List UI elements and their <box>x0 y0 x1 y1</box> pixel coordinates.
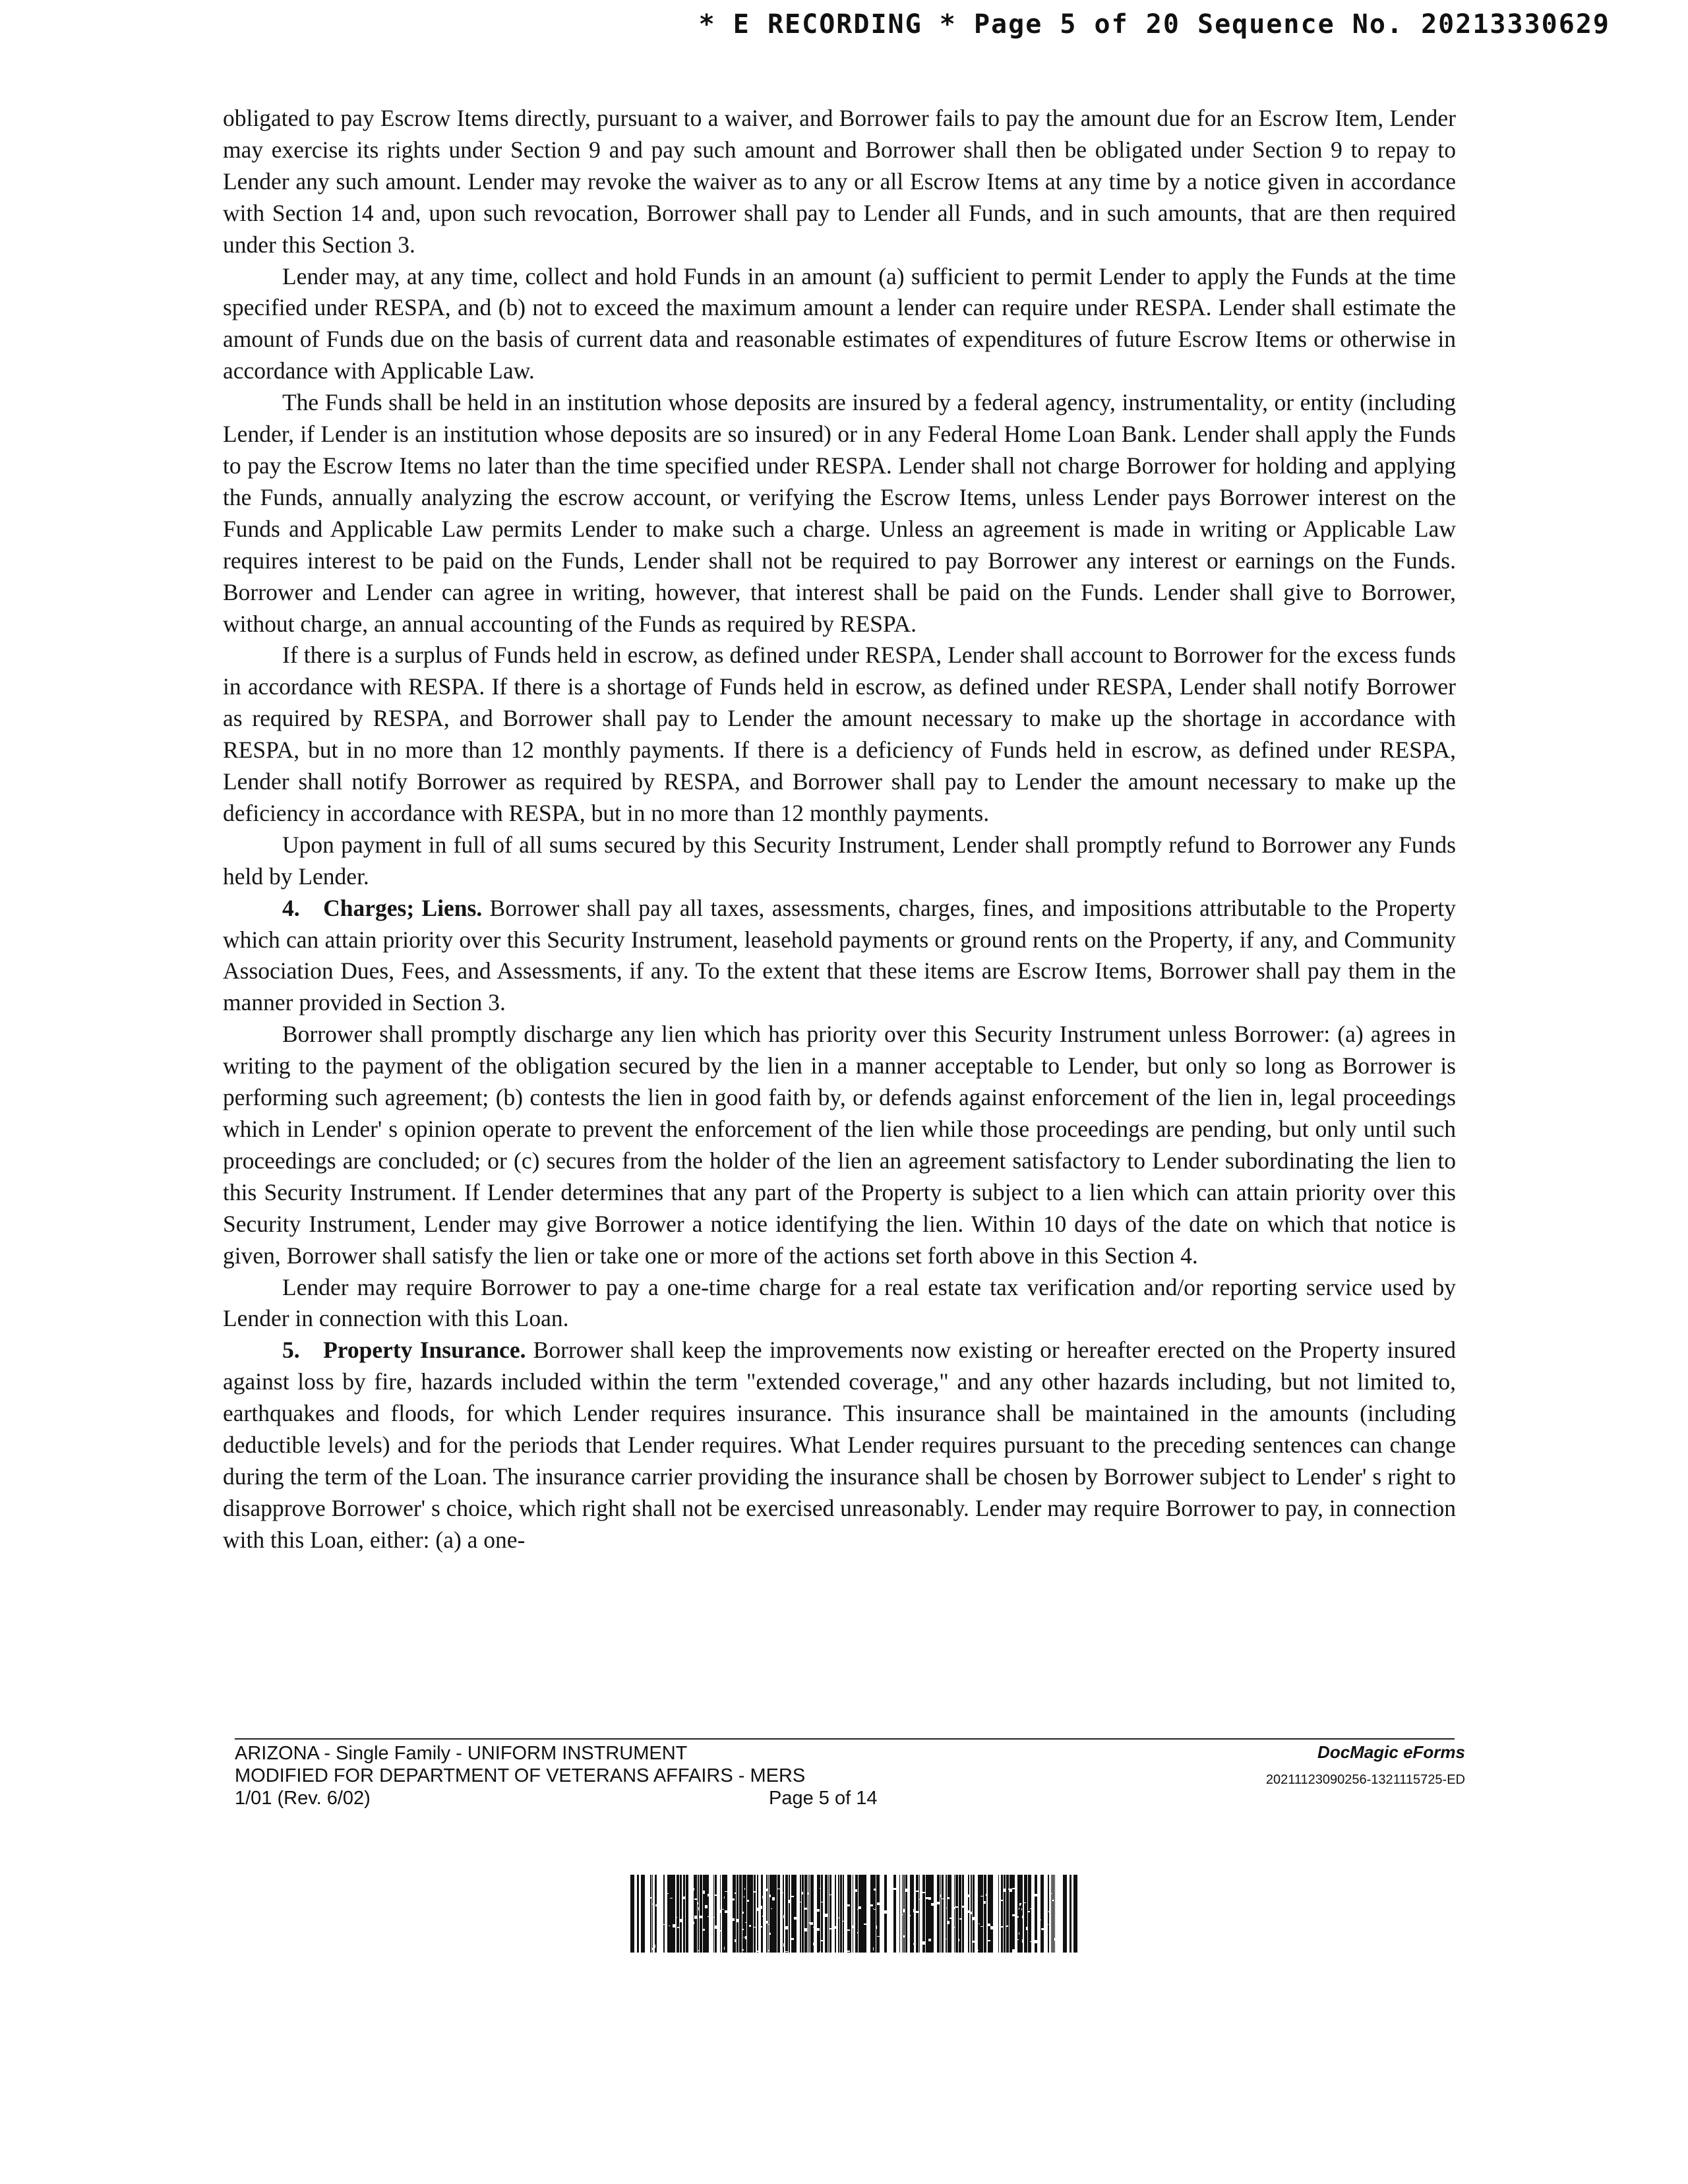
footer-page-number: Page 5 of 14 <box>769 1788 878 1809</box>
docmagic-logo: DocMagic eForms <box>1317 1742 1465 1762</box>
body-paragraph <box>223 1019 1456 1271</box>
section-title: Property Insurance. <box>323 1337 526 1364</box>
section-number: 4. <box>282 894 300 921</box>
body-paragraph <box>223 261 1456 388</box>
paragraph-text: If there is a surplus of Funds held in escrow, as defined under RESPA, Lender shall account to Borrower for the excess funds in accordance with RESPA. If there is a shortage of Funds held in escrow, as defined under RESPA, Lender shall notify Borrower as required by RESPA, and Borrower shall pay to Lender the amount necessary to make up the shortage in accordance with RESPA, but in no more than 12 monthly payments. If there is a deficiency of Funds held in escrow, as defined under RESPA, Lender shall notify Borrower as required by RESPA, and Borrower shall pay to Lender the amount necessary to make up the deficiency in accordance with RESPA, but in no more than 12 monthly payments. <box>223 642 1456 826</box>
paragraph-text: Borrower shall promptly discharge any lien which has priority over this Security Instrument unless Borrower: (a) agrees in writing to the payment of the obligation secured by the lien in a manner acceptable to Lender, but only so long as Borrower is performing such agreement; (b) contests the lien in good faith by, or defends against enforcement of the lien in, legal proceedings which in Lender' s opinion operate to prevent the enforcement of the lien while those proceedings are pending, but only until such proceedings are concluded; or (c) secures from the holder of the lien an agreement satisfactory to Lender subordinating the lien to this Security Instrument. If Lender determines that any part of the Property is subject to a lien which can attain priority over this Security Instrument, Lender may give Borrower a notice identifying the lien. Within 10 days of the date on which that notice is given, Borrower shall satisfy the lien or take one or more of the actions set forth above in this Section 4. <box>223 1021 1456 1269</box>
body-paragraph <box>223 893 1456 1019</box>
footer-form-revision: 1/01 (Rev. 6/02) <box>235 1788 371 1809</box>
paragraph-text: The Funds shall be held in an institution whose deposits are insured by a federal agency, instrumentality, or entity (including Lender, if Lender is an institution whose deposits are so insured) or in any Federal Home Loan Bank. Lender shall apply the Funds to pay the Escrow Items no later than the time specified under RESPA. Lender shall not charge Borrower for holding and applying the Funds, annually analyzing the escrow account, or verifying the Escrow Items, unless Lender pays Borrower interest on the Funds and Applicable Law permits Lender to make such a charge. Unless an agreement is made in writing or Applicable Law requires interest to be paid on the Funds, Lender shall not be required to pay Borrower any interest or earnings on the Funds. Borrower and Lender can agree in writing, however, that interest shall be paid on the Funds. Lender shall give to Borrower, without charge, an annual accounting of the Funds as required by RESPA. <box>223 389 1456 637</box>
paragraph-text: Upon payment in full of all sums secured by this Security Instrument, Lender shall promptly refund to Borrower any Funds held by Lender. <box>223 831 1456 890</box>
body-paragraph <box>223 830 1456 893</box>
footer-form-line-1: ARIZONA - Single Family - UNIFORM INSTRUMENT <box>235 1743 688 1764</box>
footer-divider <box>235 1738 1455 1740</box>
document-body <box>223 103 1456 1556</box>
paragraph-text: Borrower shall pay all taxes, assessments, charges, fines, and impositions attributable to the Property which can attain priority over this Security Instrument, leasehold payments or ground rents on the Property, if any, and Community Association Dues, Fees, and Assessments, if any. To the extent that these items are Escrow Items, Borrower shall pay them in the manner provided in Section 3. <box>223 894 1456 1016</box>
recording-stamp: * E RECORDING * Page 5 of 20 Sequence No. 20213330629 <box>698 9 1610 40</box>
paragraph-text: Lender may require Borrower to pay a one-time charge for a real estate tax verification and/or reporting service used by Lender in connection with this Loan. <box>223 1273 1456 1332</box>
body-paragraph <box>223 1272 1456 1335</box>
body-paragraph <box>223 1335 1456 1556</box>
footer-form-info <box>235 1742 993 1809</box>
barcode-image <box>630 1875 1077 1953</box>
document-id-code: 20211123090256-1321115725-ED <box>1265 1773 1465 1787</box>
section-title: Charges; Liens. <box>323 894 483 921</box>
paragraph-text: Borrower shall keep the improvements now existing or hereafter erected on the Property insured against loss by fire, hazards included within the term "extended coverage," and any other hazards including, but not limited to, earthquakes and floods, for which Lender requires insurance. This insurance shall be maintained in the amounts (including deductible levels) and for the periods that Lender requires. What Lender requires pursuant to the preceding sentences can change during the term of the Loan. The insurance carrier providing the insurance shall be chosen by Borrower subject to Lender' s right to disapprove Borrower' s choice, which right shall not be exercised unreasonably. Lender may require Borrower to pay, in connection with this Loan, either: (a) a one- <box>223 1337 1457 1553</box>
body-paragraph <box>223 640 1456 829</box>
section-number: 5. <box>282 1337 300 1364</box>
footer-form-line-2: MODIFIED FOR DEPARTMENT OF VETERANS AFFAIRS - MERS <box>235 1765 806 1786</box>
body-paragraph <box>223 387 1456 640</box>
body-paragraph <box>223 103 1456 261</box>
paragraph-text: Lender may, at any time, collect and hold Funds in an amount (a) sufficient to permit Lender to apply the Funds at the time specified under RESPA, and (b) not to exceed the maximum amount a lender can require under RESPA. Lender shall estimate the amount of Funds due on the basis of current data and reasonable estimates of expenditures of future Escrow Items or otherwise in accordance with Applicable Law. <box>223 262 1456 384</box>
paragraph-text: obligated to pay Escrow Items directly, pursuant to a waiver, and Borrower fails to pay the amount due for an Escrow Item, Lender may exercise its rights under Section 9 and pay such amount and Borrower shall then be obligated under Section 9 to repay to Lender any such amount. Lender may revoke the waiver as to any or all Escrow Items at any time by a notice given in accordance with Section 14 and, upon such revocation, Borrower shall pay to Lender all Funds, and in such amounts, that are then required under this Section 3. <box>223 105 1456 258</box>
